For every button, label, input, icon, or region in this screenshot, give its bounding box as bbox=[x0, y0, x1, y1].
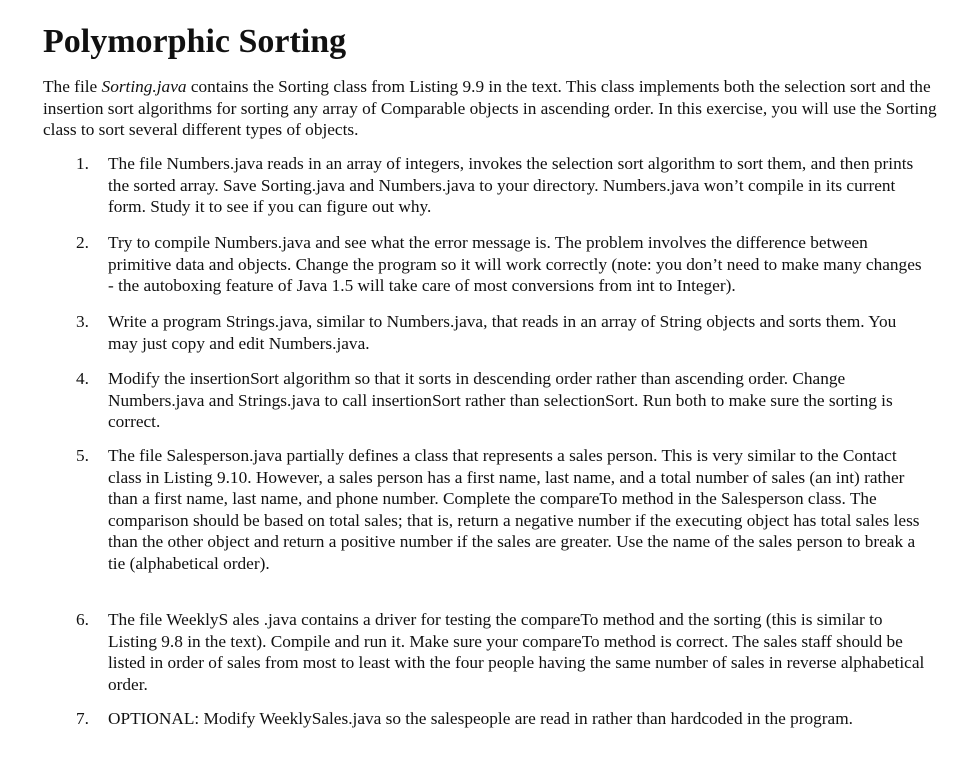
item-number: 6. bbox=[76, 610, 89, 629]
item-text: Write a program Strings.java, similar to Numbers.java, that reads in an array of String objects and sorts them. You may just copy and edit Numbers.java. bbox=[108, 312, 897, 353]
item-number: 4. bbox=[76, 369, 89, 388]
intro-text-before: The file bbox=[43, 77, 102, 96]
item-text: The file Salesperson.java partially defines a class that represents a sales person. This is very similar to the Contact class in Listing 9.10. However, a sales person has a first name, last name, and a total number of sales (an int) rather than a first name, last name, and phone number. Complete the compareTo method in the Salesperson class. The comparison should be based on total sales; that is, return a negative number if the executing object has total sales less than the other object and return a positive number if the sales are greater. Use the name of the sales person to break a tie (alphabetical order). bbox=[108, 446, 920, 573]
item-number: 3. bbox=[76, 312, 89, 331]
item-number: 1. bbox=[76, 154, 89, 173]
item-text: Try to compile Numbers.java and see what the error message is. The problem involves the difference between primitive data and objects. Change the program so it will work correctly (note: you don’t need to make many changes - the autoboxing feature of Java 1.5 will take care of most conversions from int to Integer). bbox=[108, 233, 922, 296]
intro-text-after: contains the Sorting class from Listing 9.9 in the text. This class implements both the selection sort and the insertion sort algorithms for sorting any array of Comparable objects in ascending order. In this exercise, you will use the Sorting class to sort several different types of objects. bbox=[43, 77, 937, 140]
item-number: 2. bbox=[76, 233, 89, 252]
item-text: Modify the insertionSort algorithm so that it sorts in descending order rather than ascending order. Change Numbers.java and Strings.java to call insertionSort rather than selectionSort. Run both to make sure the sorting is correct. bbox=[108, 369, 893, 432]
intro-file-name: Sorting.java bbox=[101, 77, 187, 96]
page-title: Polymorphic Sorting bbox=[43, 23, 347, 60]
item-number: 7. bbox=[76, 709, 89, 728]
intro-paragraph bbox=[43, 76, 943, 141]
item-text: OPTIONAL: Modify WeeklySales.java so the salespeople are read in rather than hardcoded in the program. bbox=[108, 709, 853, 728]
item-text: The file WeeklyS ales .java contains a driver for testing the compareTo method and the sorting (this is similar to Listing 9.8 in the text). Compile and run it. Make sure your compareTo method is correct. The sales staff should be listed in order of sales from most to least with the four people having the same number of sales in reverse alphabetical order. bbox=[108, 610, 925, 694]
item-text: The file Numbers.java reads in an array of integers, invokes the selection sort algorithm to sort them, and then prints the sorted array. Save Sorting.java and Numbers.java to your directory. Numbers.java won’t compile in its current form. Study it to see if you can figure out why. bbox=[108, 154, 914, 217]
item-number: 5. bbox=[76, 446, 89, 465]
